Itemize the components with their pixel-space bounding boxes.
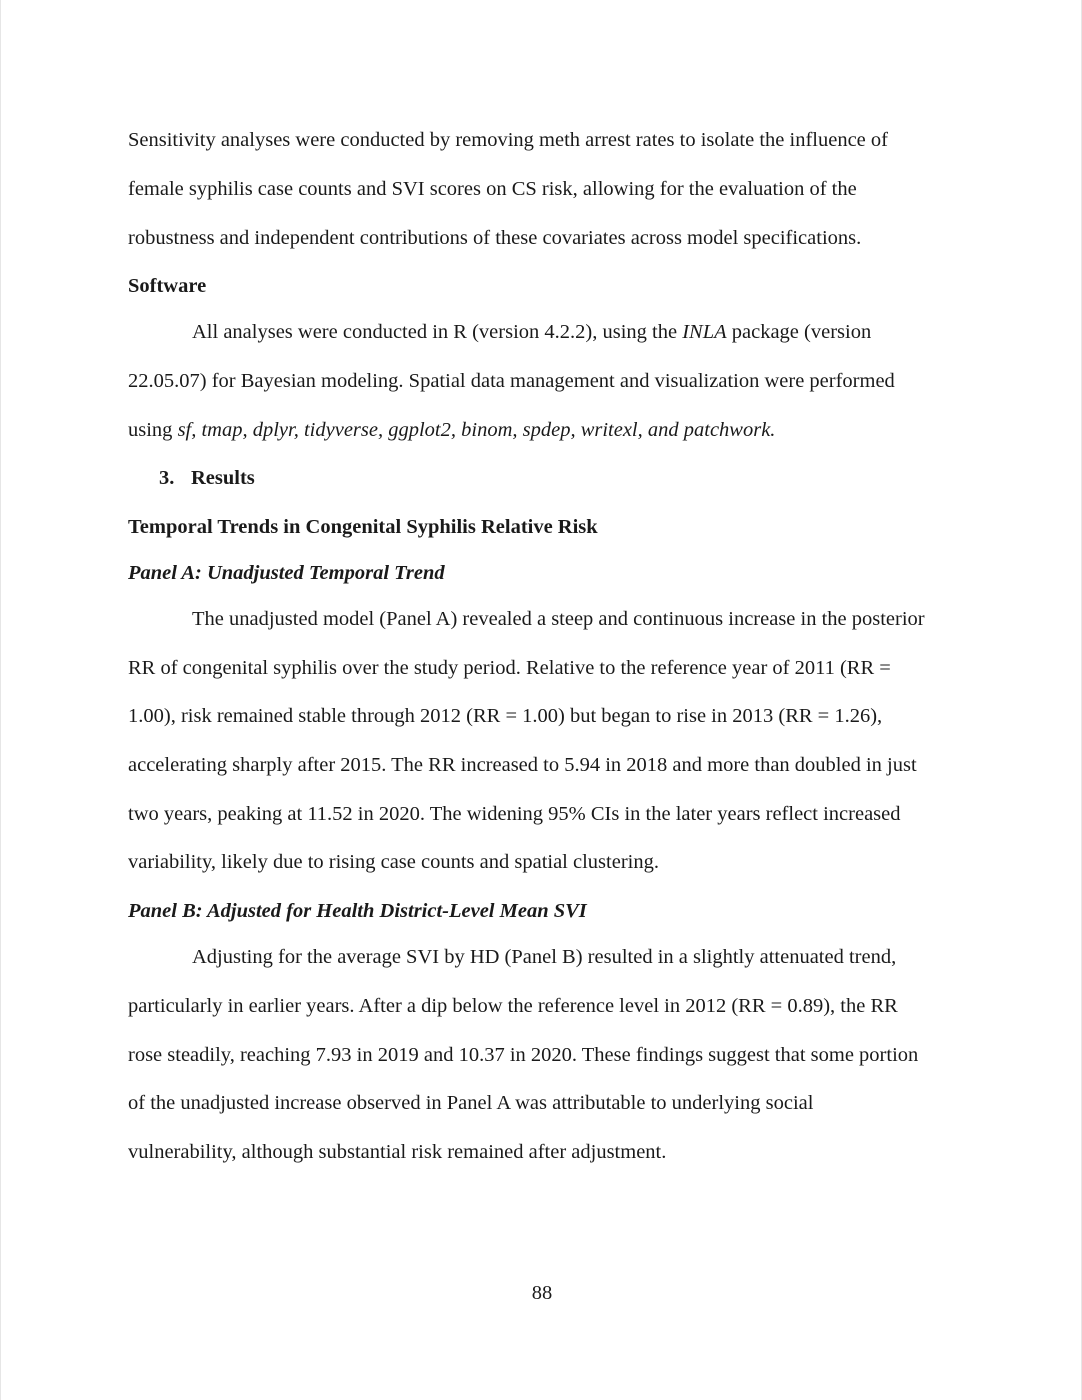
subsection-heading-panel-b: Panel B: Adjusted for Health District-Level Mean SVI [128, 900, 587, 922]
body-text-line: particularly in earlier years. After a dip below the reference level in 2012 (RR = 0.89), the RR [128, 995, 898, 1017]
body-text-line: female syphilis case counts and SVI scores on CS risk, allowing for the evaluation of the [128, 178, 857, 200]
body-text-line: Sensitivity analyses were conducted by removing meth arrest rates to isolate the influence of [128, 129, 888, 151]
body-text-line: variability, likely due to rising case counts and spatial clustering. [128, 851, 659, 873]
body-text-line: RR of congenital syphilis over the study period. Relative to the reference year of 2011 (RR = [128, 657, 891, 679]
body-text-line: Adjusting for the average SVI by HD (Panel B) resulted in a slightly attenuated trend, [192, 946, 897, 968]
package-name: INLA [682, 321, 727, 343]
body-text-line: of the unadjusted increase observed in Panel A was attributable to underlying social [128, 1092, 814, 1114]
body-text-line: accelerating sharply after 2015. The RR increased to 5.94 in 2018 and more than doubled in just [128, 754, 917, 776]
body-text-line [128, 417, 775, 443]
section-heading-software: Software [128, 275, 207, 297]
text-run: using [128, 419, 178, 441]
body-text-line: vulnerability, although substantial risk remained after adjustment. [128, 1141, 667, 1163]
subsection-heading-temporal-trends: Temporal Trends in Congenital Syphilis Relative Risk [128, 516, 598, 538]
body-text-line: The unadjusted model (Panel A) revealed a steep and continuous increase in the posterior [192, 608, 925, 630]
page-number: 88 [531, 1282, 553, 1304]
body-text-line: 22.05.07) for Bayesian modeling. Spatial data management and visualization were performed [128, 370, 895, 392]
body-text-line: 1.00), risk remained stable through 2012 (RR = 1.00) but began to rise in 2013 (RR = 1.26), [128, 705, 883, 727]
text-run: All analyses were conducted in R (version 4.2.2), using the [192, 321, 683, 343]
section-heading-results [159, 465, 255, 491]
section-number: 3. [159, 467, 175, 489]
body-text-line: two years, peaking at 11.52 in 2020. The widening 95% CIs in the later years reflect increased [128, 803, 901, 825]
subsection-heading-panel-a: Panel A: Unadjusted Temporal Trend [128, 562, 445, 584]
body-text-line: rose steadily, reaching 7.93 in 2019 and 10.37 in 2020. These findings suggest that some portion [128, 1044, 919, 1066]
text-run: package (version [726, 321, 872, 343]
section-title: Results [191, 467, 255, 489]
package-list: sf, tmap, dplyr, tidyverse, ggplot2, binom, spdep, writexl, and patchwork. [177, 419, 776, 441]
body-text-line: robustness and independent contributions of these covariates across model specifications. [128, 227, 862, 249]
body-text-line [192, 319, 871, 345]
